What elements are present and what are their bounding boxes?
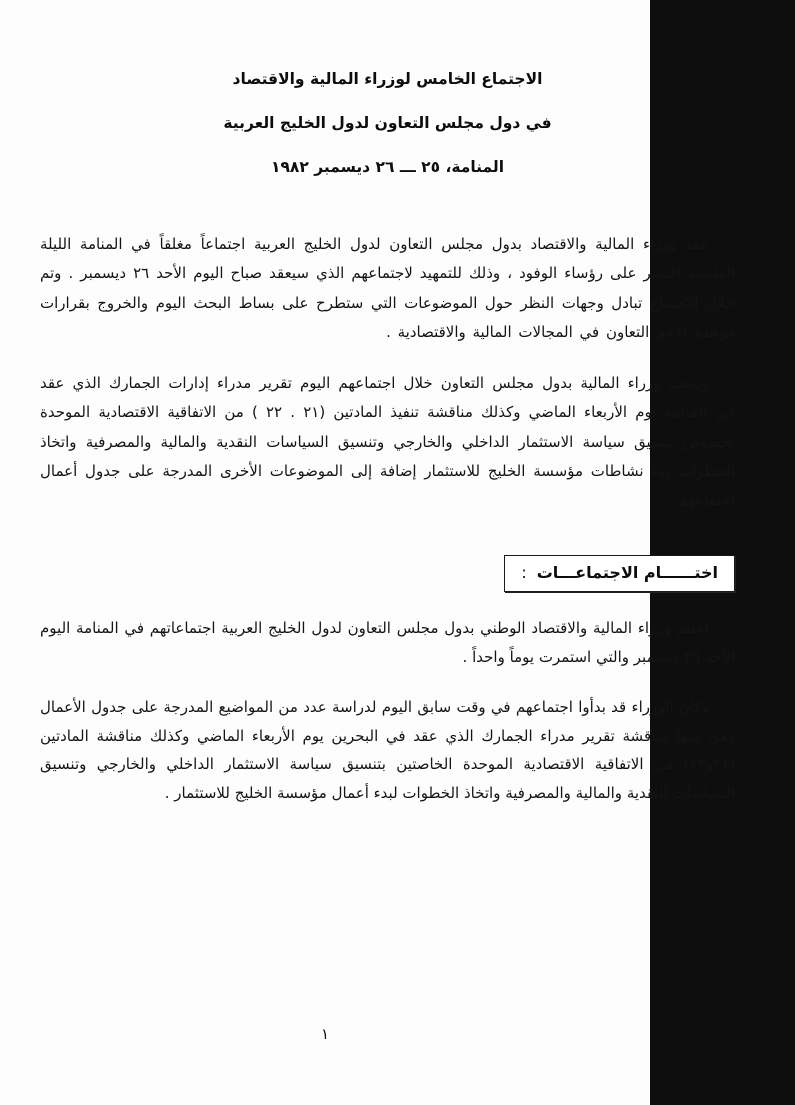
section-heading-wrapper <box>40 555 735 592</box>
paragraph-1: عقد وزراء المالية والاقتصاد بدول مجلس التعاون لدول الخليج العربية اجتماعاً مغلقاً في المنامة الليلة الماضية اقتصر على رؤساء الوفود ، وذلك للتمهيد لاجتماعهم الذي سيعقد صباح اليوم الأحد ٢٦ ديسمبر . وتم خلال الاجتماع تبادل وجهات النظر حول الموضوعات التي ستطرح على بساط البحث اليوم والخروج بقرارات موحدة لدعم التعاون في المجالات المالية والاقتصادية . <box>40 235 736 341</box>
section-paragraph-1: اختتم وزراء المالية والاقتصاد الوطني بدول مجلس التعاون لدول الخليج العربية اجتماعاتهم في المنامة اليوم الأحد ٢٦ ديسمبر والتي استمرت يوماً واحداً . <box>40 619 735 666</box>
section-heading-box <box>504 555 735 592</box>
section-heading-text: اختــــــام الاجتماعـــات <box>536 563 718 583</box>
title-block <box>40 70 735 176</box>
section-heading-colon: : <box>521 563 527 583</box>
page-number: ١ <box>320 1025 330 1043</box>
paragraph-2: ويبحث وزراء المالية بدول مجلس التعاون خلال اجتماعهم اليوم تقرير مدراء إدارات الجمارك الذي عقد في المنامة يوم الأربعاء الماضي وكذلك مناقشة تنفيذ المادتين (٢١ . ٢٢ ) من الاتفاقية الاقتصادية الموحدة بخصوص تنسيق سياسة الاستثمار الداخلي والخارجي وتنسيق السياسات النقدية والمالية والمصرفية واتخاذ الخطوات بدء نشاطات مؤسسة الخليج للاستثمار إضافة إلى الموضوعات الأخرى المدرجة على جدول أعمال اجتماعهم <box>40 374 735 509</box>
page-content <box>40 70 735 829</box>
intro-paragraph-block <box>40 230 735 515</box>
closing-paragraph-block <box>40 614 735 807</box>
document-subtitle-date: المنامة، ٢٥ ـــ ٢٦ ديسمبر ١٩٨٢ <box>270 158 505 176</box>
document-title-line-1: الاجتماع الخامس لوزراء المالية والاقتصاد <box>232 70 543 88</box>
document-title-line-2: في دول مجلس التعاون لدول الخليج العربية <box>223 114 552 132</box>
section-paragraph-2: وكان الوزراء قد بدأوا اجتماعهم في وقت سابق اليوم لدراسة عدد من المواضيع المدرجة على جدول الأعمال ومن بينها مناقشة تقرير مدراء الجمارك الذي عقد في البحرين يوم الأربعاء الماضي وكذلك مناقشة المادتين (٢١و٢٢) من الاتفاقية الاقتصادية الموحدة الخاصتين بتنسيق سياسة الاستثمار الداخلي والخارجي وتنسيق السياسات النقدية والمالية والمصرفية واتخاذ الخطوات لبدء أعمال مؤسسة الخليج للاستثمار . <box>40 698 735 802</box>
